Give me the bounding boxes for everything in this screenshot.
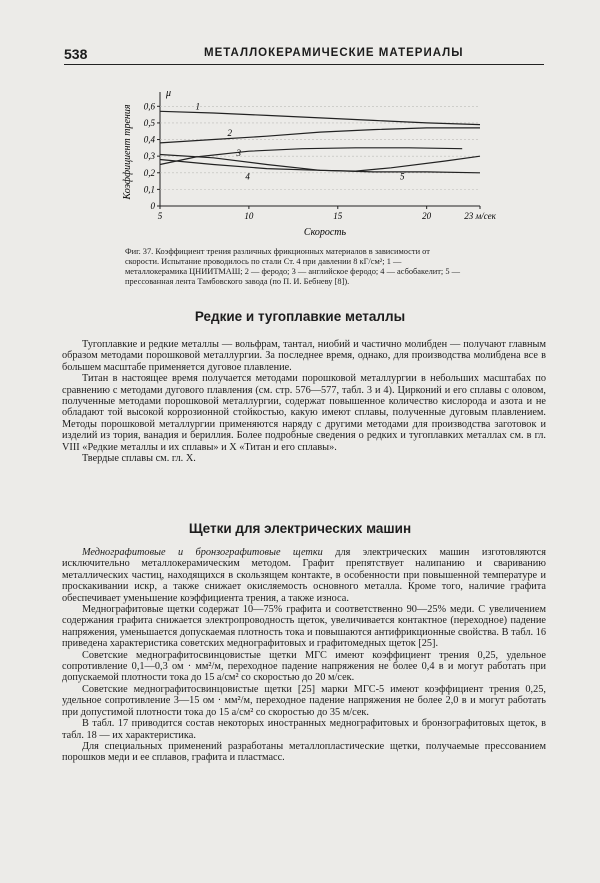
y-tick-label: 0,2 — [143, 167, 155, 178]
series-label-5: 5 — [400, 171, 405, 182]
y-unit-label: μ — [166, 88, 172, 99]
paragraph: Тугоплавкие и редкие металлы — вольфрам, тантал, ниобий и частично молибден — получают главным образом методами порошковой металлургии. За последнее время, однако, для производства молибдена все в большем масштабе применяется дуговое плавление. — [62, 339, 546, 373]
y-tick-label: 0,5 — [143, 117, 155, 128]
paragraph: В табл. 17 приводится состав некоторых иностранных меднографитовых и бронзографитовых щеток, в табл. 18 — их характеристика. — [62, 718, 546, 741]
series-label-3: 3 — [236, 148, 241, 159]
section-body-brushes — [62, 547, 546, 764]
paragraph: Меднографитовые щетки содержат 10—75% графита и соответственно 90—25% меди. С увеличением содержания графита снижается электропроводность щеток, увеличивается контактное (переходное) падение напряжения, уменьшается допускаемая плотность тока и повышаются антифрикционные свойства. В табл. 16 приведена характеристика советских меднографитовых и графитомедных щеток [25]. — [62, 604, 546, 650]
x-tick-label: 15 — [333, 211, 343, 221]
series-label-1: 1 — [195, 101, 201, 112]
running-title: МЕТАЛЛОКЕРАМИЧЕСКИЕ МАТЕРИАЛЫ — [204, 47, 464, 59]
paragraph: Титан в настоящее время получается методами порошковой металлургии в небольших масштабах по сравнению с методами дугового плавления (см. стр. 576—577, табл. 3 и 4). Цирконий и его сплавы с оловом, полученные методами порошковой металлургии, содержат повышенное количество кислорода и азота и не обладают той высокой коррозионной стойкостью, какую имеют сплавы, полученные дуговым плавлением. Методы порошковой металлургии применяются наряду с другими методами для производства заготовок и изделий из тория, ванадия и бериллия. Более подробные сведения о редких и тугоплавких металлах см. в гл. VIII «Редкие металлы и их сплавы» и X «Титан и его сплавы». — [62, 373, 546, 453]
page-number: 538 — [64, 46, 88, 62]
running-header — [64, 46, 544, 65]
x-axis-label: Скорость — [303, 227, 347, 238]
figure-caption — [125, 247, 465, 287]
series-label-2: 2 — [227, 128, 233, 139]
caption-text: Фиг. 37. Коэффициент трения различных фрикционных материалов в зависимости от скорости. Испытание проводилось по стали Ст. 4 при давлении 8 кГ/см²; 1 — металлокерамика ЦНИИТМАШ; 2 — феродо; 3 — английское феродо; 4 — асбобакелит; 5 — прессованная лента Тамбовского завода (по П. И. Бебневу [8]). — [125, 247, 460, 286]
y-tick-label: 0,1 — [143, 184, 155, 195]
series-line-5 — [160, 155, 480, 172]
series-line-2 — [160, 128, 480, 143]
y-tick-label: 0,4 — [143, 134, 155, 145]
paragraph: Для специальных применений разработаны металлопластические щетки, получаемые прессованием порошков меди и ее сплавов, графита и пластмасс. — [62, 740, 546, 764]
y-tick-label: 0,6 — [143, 101, 155, 112]
section-body-refractory — [62, 339, 546, 464]
series-label-4: 4 — [245, 171, 250, 182]
section-title-brushes: Щетки для электрических машин — [188, 521, 412, 536]
x-tick-label: 5 — [157, 211, 163, 221]
paragraph — [62, 547, 546, 604]
y-axis-label: Коэффициент трения — [122, 104, 133, 200]
x-tick-label: 23 м/сек — [464, 211, 496, 221]
y-tick-label: 0,3 — [143, 151, 155, 162]
x-tick-label: 10 — [244, 211, 254, 221]
y-tick-label: 0 — [150, 201, 155, 211]
paragraph-text: для электрических машин изготовляются исключительно металлокерамическим методом. Графит препятствует налипанию и свариванию металлических частиц, находящихся в скользящем контакте, в особенности при повышенной температуре и проскакивании искр, а также снижает окисляемость основного металла. Кроме того, наличие графита обеспечивает уменьшение коэффициента трения, а также износа. — [62, 547, 546, 604]
series-line-1 — [160, 111, 480, 124]
paragraph: Советские меднографитосвинцовистые щетки [25] марки МГС-5 имеют коэффициент трения 0,25, удельное сопротивление 3—15 ом · мм²/м, переходное падение напряжения не более 2,0 в и могут работать при допустимой плотности тока до 15 а/см² со скоростью до 35 м/сек. — [62, 683, 546, 718]
friction-chart — [110, 84, 500, 242]
section-title-refractory: Редкие и тугоплавкие металлы — [194, 309, 406, 324]
paragraph: Твердые сплавы см. гл. X. — [82, 453, 196, 465]
paragraph: Советские меднографитосвинцовистые щетки МГС имеют коэффициент трения 0,25, удельное сопротивление 0,1—0,3 ом · мм²/м, переходное падение напряжения не более 0,4 в и могут работать при допускаемой плотности тока до 15 а/см² со скоростью до 20 м/сек. — [62, 649, 546, 684]
italic-lead: Меднографитовые и бронзографитовые щетки — [82, 547, 323, 558]
x-tick-label: 20 — [422, 211, 432, 221]
